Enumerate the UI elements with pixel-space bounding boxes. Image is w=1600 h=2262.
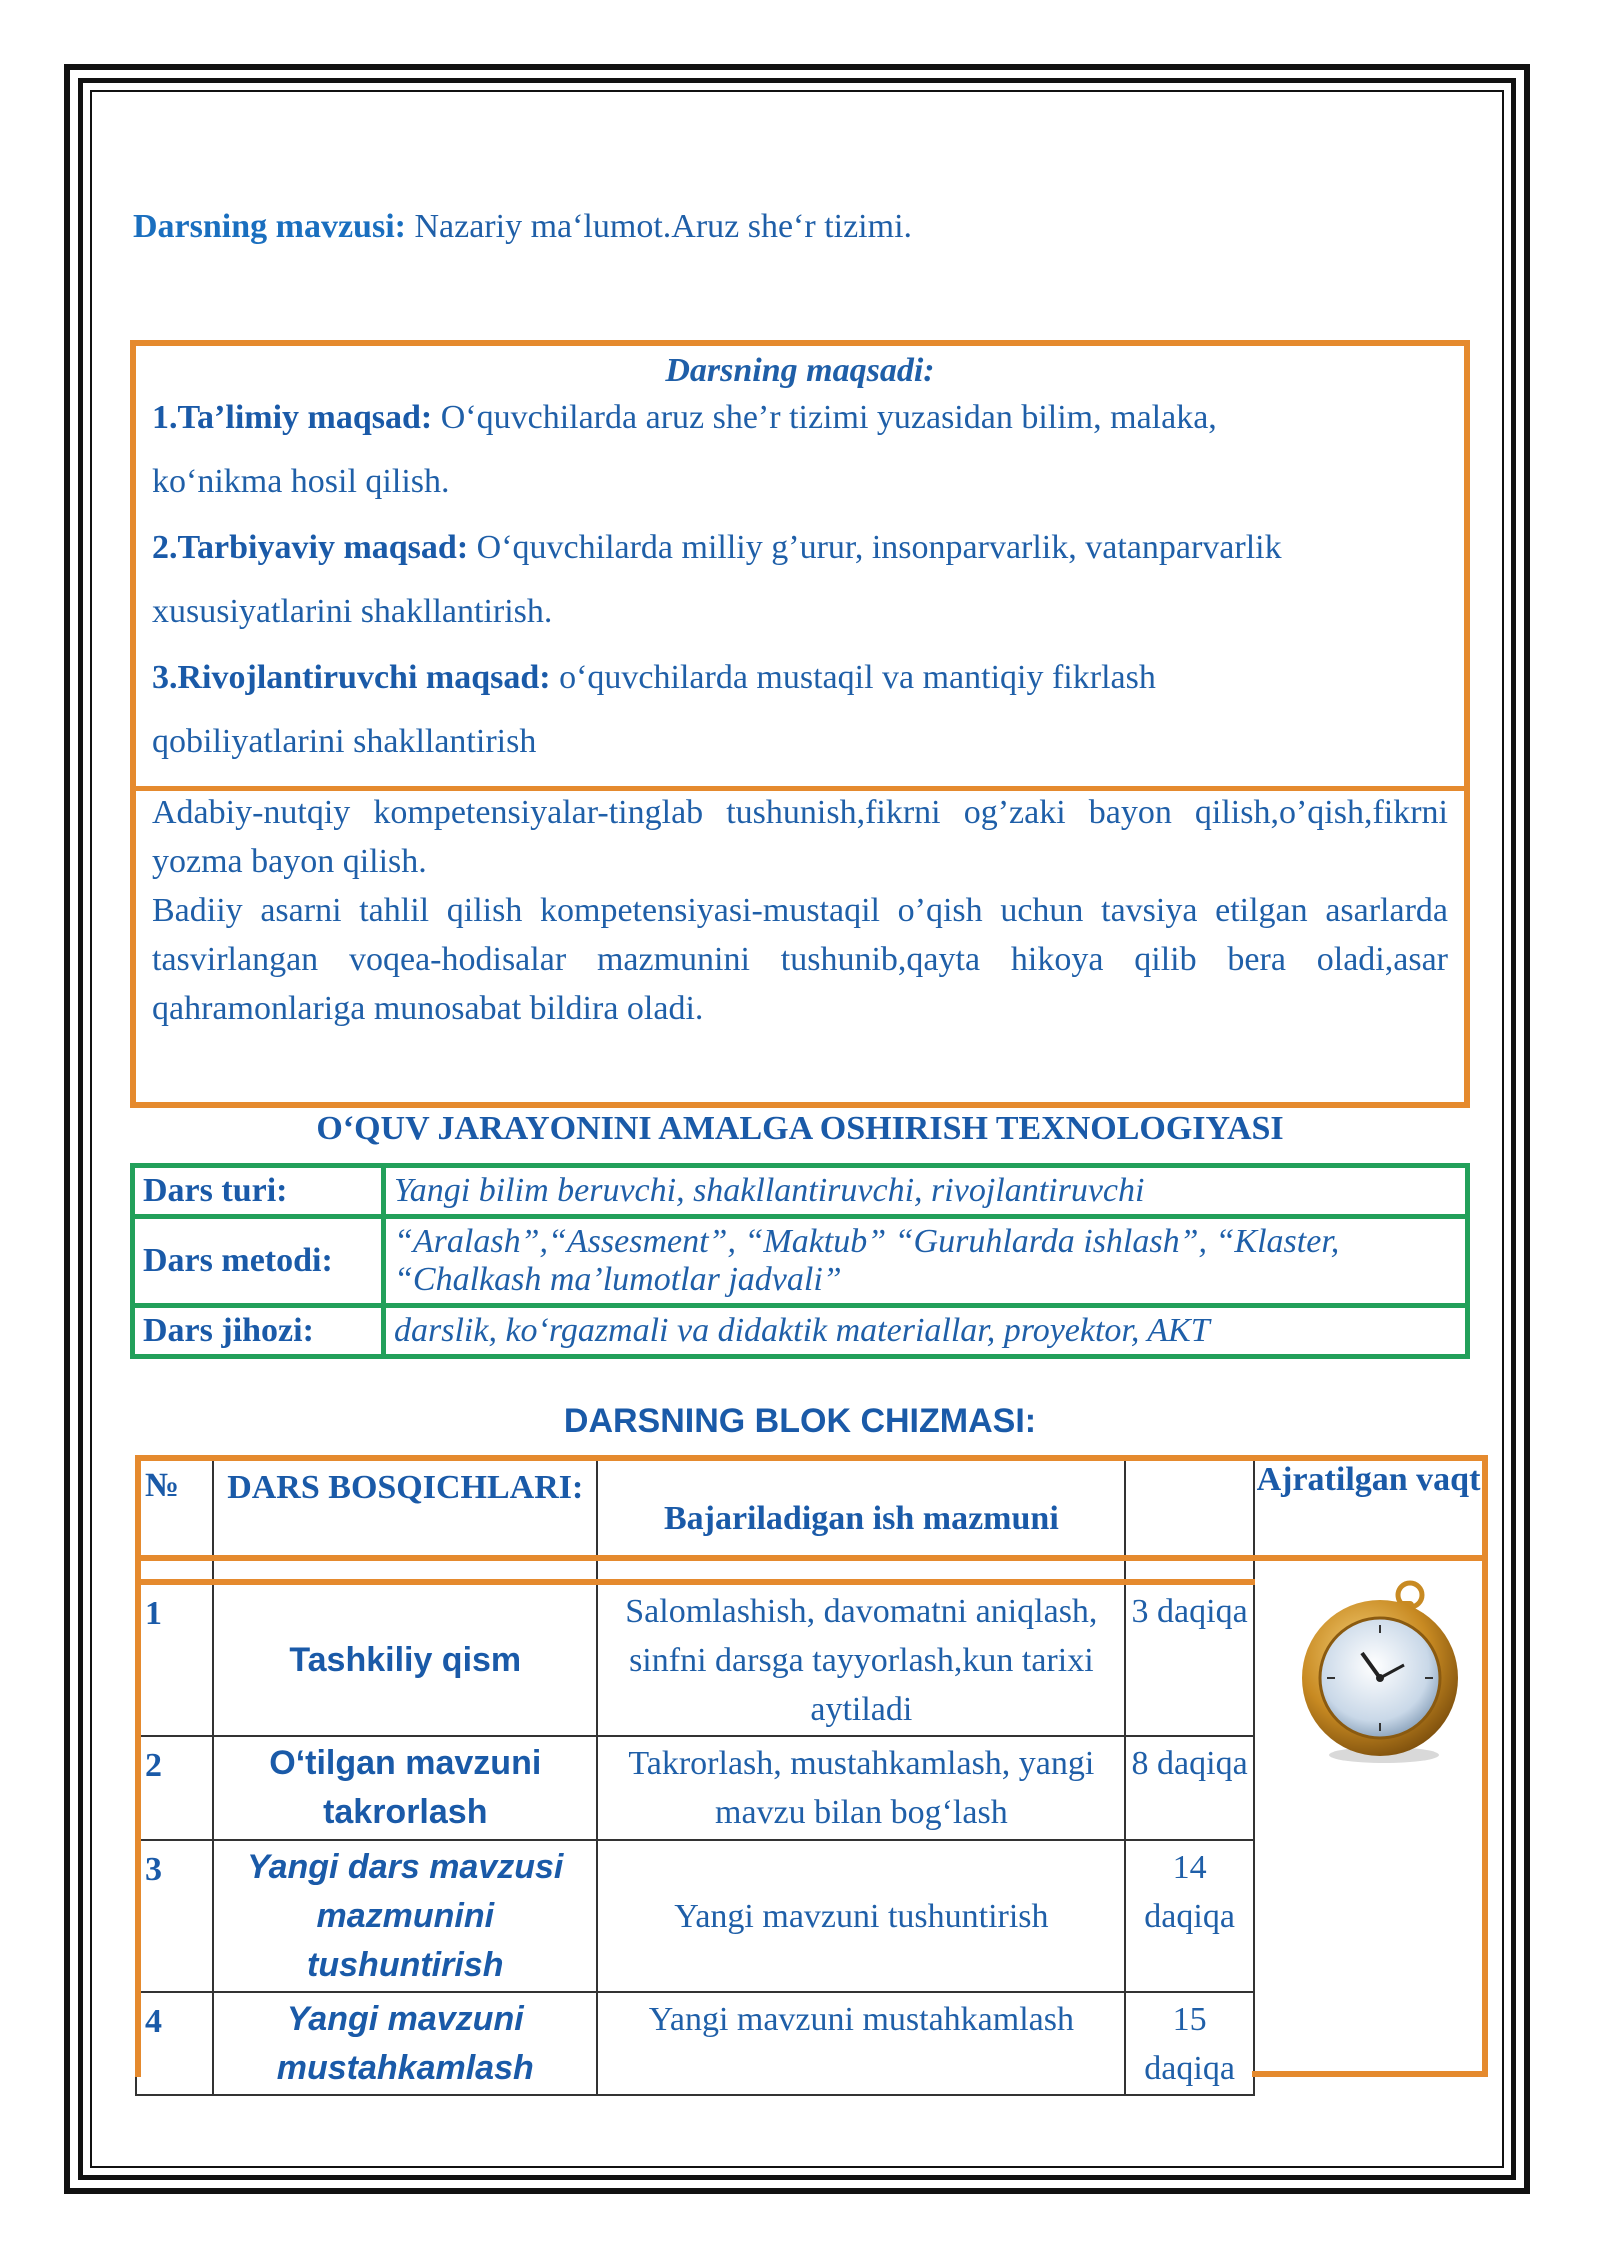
lesson-topic (133, 208, 912, 246)
table-header-row (136, 1456, 1254, 1582)
competences (152, 788, 1448, 1033)
goal-1-text2: ko‘nikma hosil qilish. (152, 463, 450, 500)
tech-value: darslik, ko‘rgazmali va didaktik materiallar, proyektor, AKT (384, 1306, 1468, 1357)
goal-3-text2: qobiliyatlarini shakllantirish (152, 723, 537, 760)
row-stage: Yangi dars mavzusi mazmunini tushuntirish (213, 1840, 597, 1992)
goal-3-label: 3.Rivojlantiruvchi maqsad: (152, 659, 551, 696)
row-time: 15 daqiqa (1125, 1992, 1254, 2095)
left-orange-border (135, 1555, 141, 2077)
row-work: Takrorlash, mustahkamlash, yangi mavzu bilan bog‘lash (597, 1736, 1125, 1840)
topic-label: Darsning mavzusi: (133, 208, 406, 245)
table-row (133, 1166, 1468, 1217)
row-work: Yangi mavzuni mustahkamlash (597, 1992, 1125, 2095)
goal-1 (152, 386, 1448, 514)
blok-table (135, 1455, 1255, 2096)
competence-2: Badiiy asarni tahlil qilish kompetensiyasi-mustaqil o’qish uchun tavsiya etilgan asarlarda tasvirlangan voqea-hodisalar mazmunini tushunib,qayta hikoya qilib bera oladi,asar qahramonlariga munosabat bildira oladi. (152, 892, 1448, 1027)
goal-2-text: O‘quvchilarda milliy g’urur, insonparvarlik, vatanparvarlik (468, 529, 1282, 566)
row-time: 8 daqiqa (1125, 1736, 1254, 1840)
col-stage: DARS BOSQICHLARI: (213, 1456, 597, 1582)
tech-key: Dars turi: (133, 1166, 384, 1217)
table-row (133, 1306, 1468, 1357)
row-time: 3 daqiqa (1125, 1582, 1254, 1736)
table-row (136, 1736, 1254, 1840)
row-num: 3 (136, 1840, 213, 1992)
pocket-watch-icon (1292, 1573, 1472, 1773)
row-num: 2 (136, 1736, 213, 1840)
tech-value: “Aralash”,“Assesment”, “Maktub” “Guruhlarda ishlash”, “Klaster, “Chalkash ma’lumotlar jadvali” (384, 1217, 1468, 1306)
goals-box (130, 340, 1470, 1108)
row-stage: Tashkiliy qism (213, 1582, 597, 1736)
col-work: Bajariladigan ish mazmuni (597, 1456, 1125, 1582)
blok-title: DARSNING BLOK CHIZMASI: (563, 1402, 1037, 1440)
goal-2-label: 2.Tarbiyaviy maqsad: (152, 529, 469, 566)
tech-key: Dars metodi: (133, 1217, 384, 1306)
competence-1: Adabiy-nutqiy kompetensiyalar-tinglab tushunish,fikrni og’zaki bayon qilish,o’qish,fikrni yozma bayon qilish. (152, 794, 1448, 880)
col-time-header: Ajratilgan vaqt (1256, 1461, 1481, 1498)
col-num: № (136, 1456, 213, 1582)
row-work: Yangi mavzuni tushuntirish (597, 1840, 1125, 1992)
goals-title: Darsning maqsadi: (665, 352, 935, 389)
col-time (1125, 1456, 1254, 1582)
technology-table (130, 1163, 1470, 1359)
technology-title: O‘QUV JARAYONINI AMALGA OSHIRISH TEXNOLOGIYASI (316, 1110, 1284, 1147)
goal-1-label: 1.Ta’limiy maqsad: (152, 399, 433, 436)
row-time: 14 daqiqa (1125, 1840, 1254, 1992)
goal-3-text: o‘quvchilarda mustaqil va mantiqiy fikrlash (550, 659, 1156, 696)
table-row (136, 1582, 1254, 1736)
row-num: 1 (136, 1582, 213, 1736)
goal-2-text2: xususiyatlarini shakllantirish. (152, 593, 553, 630)
row-stage: O‘tilgan mavzuni takrorlash (213, 1736, 597, 1840)
tech-value: Yangi bilim beruvchi, shakllantiruvchi, rivojlantiruvchi (384, 1166, 1468, 1217)
goal-1-text: O‘quvchilarda aruz she’r tizimi yuzasidan bilim, malaka, (432, 399, 1217, 436)
tech-key: Dars jihozi: (133, 1306, 384, 1357)
topic-value: Nazariy ma‘lumot.Aruz she‘r tizimi. (414, 208, 913, 245)
table-row (133, 1217, 1468, 1306)
goal-3 (152, 646, 1448, 774)
blok-section (135, 1455, 1488, 2087)
row-num: 4 (136, 1992, 213, 2095)
goal-2 (152, 516, 1448, 644)
table-row (136, 1840, 1254, 1992)
table-row (136, 1992, 1254, 2095)
clock-panel (1252, 1555, 1488, 2077)
row-stage: Yangi mavzuni mustahkamlash (213, 1992, 597, 2095)
row-work: Salomlashish, davomatni aniqlash, sinfni darsga tayyorlash,kun tarixi aytiladi (597, 1582, 1125, 1736)
